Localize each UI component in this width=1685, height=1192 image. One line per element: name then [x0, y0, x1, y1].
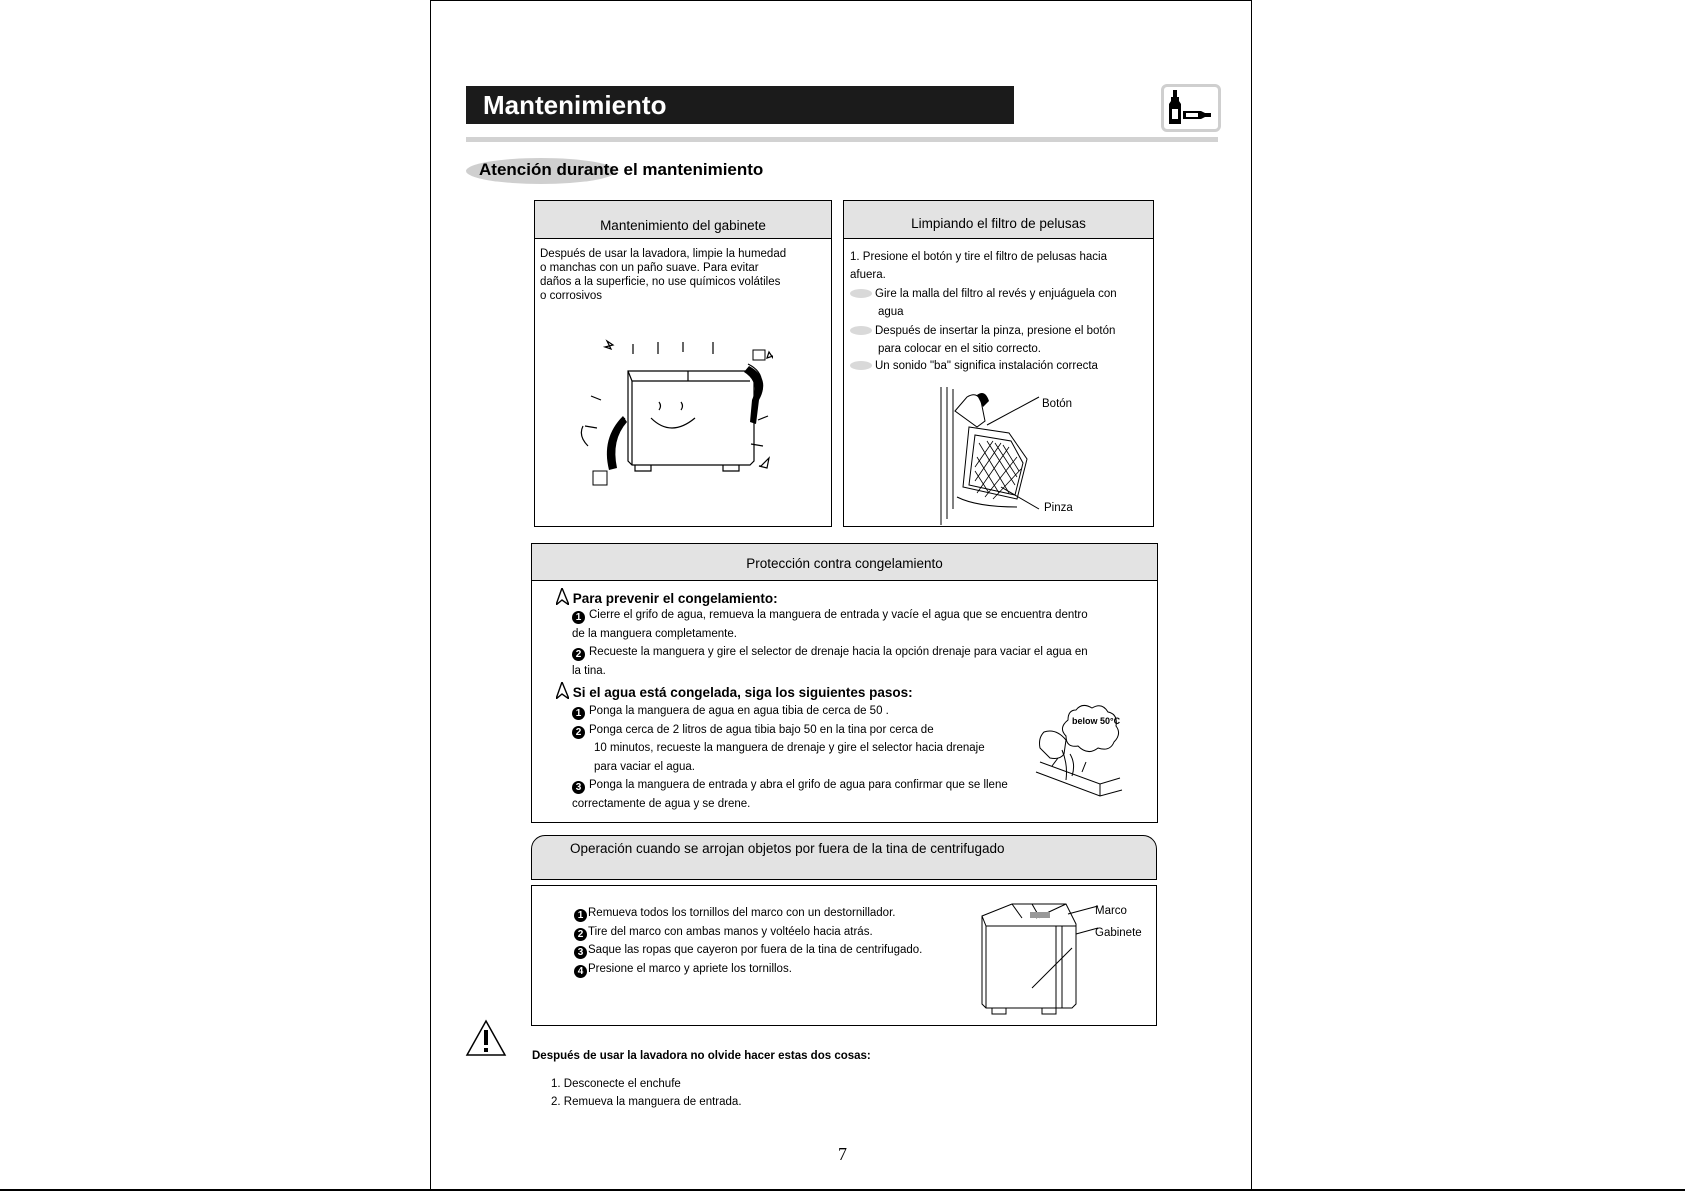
step-marker — [850, 326, 872, 335]
illus-temp-label: below 50°C — [1072, 716, 1121, 726]
step-number-4: 4 — [574, 965, 587, 978]
spin-step-3 — [574, 941, 922, 960]
warning-item: 2. Remueva la manguera de entrada. — [551, 1096, 742, 1108]
freeze-box — [531, 543, 1158, 823]
cabinet-text — [535, 239, 831, 303]
spin-line: Remueva todos los tornillos del marco con un destornillador. — [588, 907, 896, 919]
prevent-step-2 — [556, 643, 1146, 662]
prevent-step-1 — [556, 606, 1146, 625]
cabinet-line: daños a la superficie, no use químicos volátiles — [540, 276, 781, 288]
warning-item: 1. Desconecte el enchufe — [551, 1078, 681, 1090]
cabinet-box — [534, 200, 832, 527]
page-number: 7 — [838, 1144, 847, 1164]
arrow-pointer-icon — [556, 588, 569, 605]
label-clip: Pinza — [1044, 502, 1073, 514]
step-number-3: 3 — [572, 781, 585, 794]
freeze-line: 10 minutos, recueste la manguera de drenaje y gire el selector hacia drenaje — [594, 742, 985, 754]
cabinet-line: Después de usar la lavadora, limpie la humedad — [540, 248, 787, 260]
freeze-line: Cierre el grifo de agua, remueva la manguera de entrada y vacíe el agua que se encuentra dentro — [589, 609, 1088, 621]
freeze-line: Ponga la manguera de entrada y abra el grifo de agua para confirmar que se llene — [589, 779, 1008, 791]
spin-step-1 — [574, 904, 922, 923]
freeze-line: correctamente de agua y se drene. — [572, 797, 751, 810]
spin-step-4 — [574, 960, 922, 979]
bottom-edge-line — [0, 1189, 1685, 1191]
filter-step: agua — [878, 305, 904, 318]
cabinet-line: o corrosivos — [540, 290, 602, 302]
step-number-2: 2 — [574, 928, 587, 941]
step-number-1: 1 — [574, 909, 587, 922]
label-frame: Marco — [1095, 905, 1127, 917]
filter-step-3 — [850, 323, 1150, 341]
arrow-pointer-icon — [556, 682, 569, 699]
freeze-line: Ponga la manguera de agua en agua tibia de cerca de 50 . — [589, 705, 889, 717]
frozen-title-row — [556, 682, 1146, 700]
happy-washer-illustration — [573, 336, 773, 496]
warning-title: Después de usar la lavadora no olvide hacer estas dos cosas: — [532, 1050, 871, 1062]
step-marker — [850, 289, 872, 298]
freeze-line: para vaciar el agua. — [594, 760, 696, 773]
freeze-line: Ponga cerca de 2 litros de agua tibia bajo 50 en la tina por cerca de — [589, 723, 934, 736]
warm-water-illustration — [1032, 702, 1124, 802]
warning-icon — [465, 1019, 507, 1057]
filter-step-4 — [850, 358, 1150, 376]
filter-box — [843, 200, 1154, 527]
spin-line: Presione el marco y apriete los tornillos. — [588, 962, 792, 975]
title-underline — [466, 137, 1218, 142]
filter-step: Después de insertar la pinza, presione el botón — [875, 325, 1116, 337]
page-title: Mantenimiento — [466, 86, 1014, 124]
cabinet-heading: Mantenimiento del gabinete — [535, 201, 831, 239]
step-number-2: 2 — [572, 726, 585, 739]
filter-step: Gire la malla del filtro al revés y enjuáguela con — [875, 288, 1117, 300]
cabinet-line: o manchas con un paño suave. Para evitar — [540, 262, 759, 274]
warning-list — [551, 1075, 742, 1111]
bottle-icon — [1161, 84, 1221, 132]
section-title: Atención durante el mantenimiento — [479, 160, 764, 179]
spin-box — [531, 885, 1157, 1026]
twin-tub-washer-illustration — [972, 896, 1102, 1021]
lint-filter-illustration — [939, 387, 1139, 525]
label-cabinet: Gabinete — [1095, 927, 1142, 939]
step-number-1: 1 — [572, 707, 585, 720]
spin-line: Tire del marco con ambas manos y voltéelo hacia atrás. — [588, 925, 873, 938]
step-number-3: 3 — [574, 946, 587, 959]
filter-step: Un sonido "ba" significa instalación correcta — [875, 360, 1098, 372]
spin-line: Saque las ropas que cayeron por fuera de la tina de centrifugado. — [588, 944, 923, 956]
step-number-2: 2 — [572, 648, 585, 661]
spin-header — [531, 835, 1157, 880]
freeze-heading: Protección contra congelamiento — [532, 544, 1157, 581]
filter-step: 1. Presione el botón y tire el filtro de pelusas hacia — [850, 251, 1107, 263]
filter-step: afuera. — [850, 268, 886, 281]
frozen-title: Si el agua está congelada, siga los siguientes pasos: — [572, 685, 913, 700]
spin-steps — [574, 904, 922, 978]
manual-page — [430, 0, 1252, 1190]
freeze-line: la tina. — [572, 664, 606, 677]
spin-step-2 — [574, 923, 922, 942]
freeze-line: Recueste la manguera y gire el selector de drenaje hacia la opción drenaje para vaciar el agua en — [589, 646, 1088, 658]
filter-heading: Limpiando el filtro de pelusas — [844, 201, 1153, 239]
freeze-line: de la manguera completamente. — [572, 627, 737, 640]
spin-heading: Operación cuando se arrojan objetos por fuera de la tina de centrifugado — [570, 841, 1005, 856]
prevent-title: Para prevenir el congelamiento: — [572, 591, 778, 606]
filter-step: para colocar en el sitio correcto. — [878, 342, 1041, 355]
step-number-1: 1 — [572, 611, 585, 624]
prevent-title-row — [556, 588, 1146, 606]
step-marker — [850, 361, 872, 370]
filter-step-2 — [850, 286, 1150, 304]
filter-steps — [850, 249, 1150, 376]
label-button: Botón — [1042, 398, 1073, 410]
